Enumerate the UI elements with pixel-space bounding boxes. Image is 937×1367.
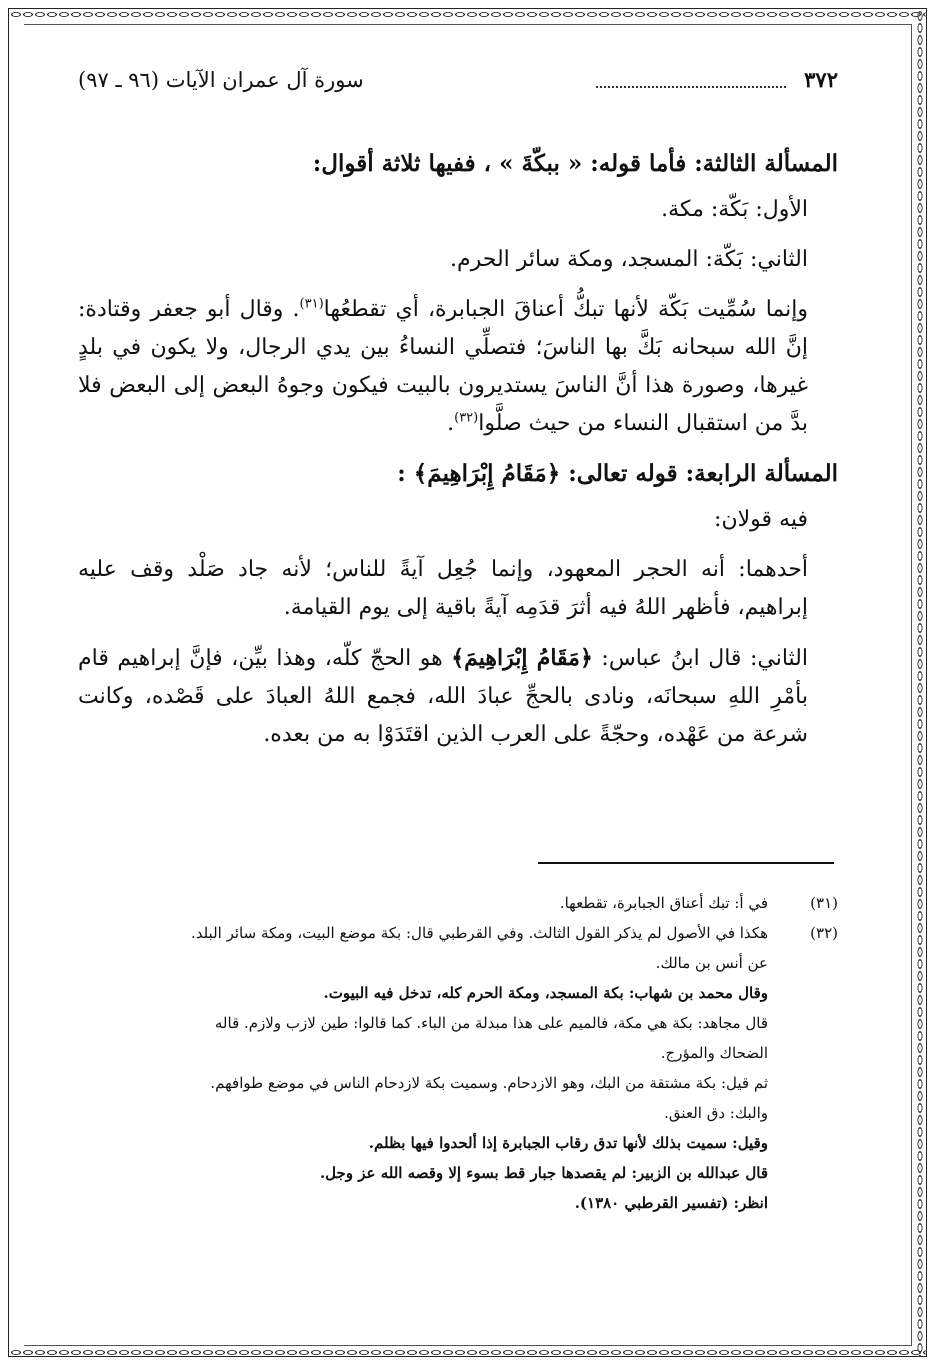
naming-reason-text-c: . <box>447 411 455 436</box>
heading4-text: المسألة الرابعة: قوله تعالى: <box>568 460 838 487</box>
quran-citation: ﴿مَقَامُ إِبْرَاهِيمَ﴾ <box>413 460 561 487</box>
main-text <box>78 145 838 754</box>
header-dotted-leader <box>596 62 786 88</box>
footnote-line: قال مجاهد: بكة هي مكة، فالميم على هذا مبدلة من الباء. كما قالوا: طين لازب ولازم. قاله <box>214 1014 768 1032</box>
footnote-ref-31: (٣١) <box>299 296 324 312</box>
naming-reason-text-a: وإنما سُمِّيت بَكّة لأنها تبكُّ أعناقَ الجبابرة، أي تقطعُها <box>323 297 808 322</box>
section-heading-3: المسألة الثالثة: فأما قوله: « ببكّةَ » ، ففيها ثلاثة أقوال: <box>312 150 838 177</box>
paragraph-two-opinions: فيه قولان: <box>714 507 808 532</box>
footnote-line: قال عبدالله بن الزبير: لم يقصدها جبار قط بسوء إلا وقصه الله عز وجل. <box>319 1164 768 1182</box>
paragraph-first-opinion: الأول: بَكّة: مكة. <box>661 197 808 222</box>
naming-reason-text-b: . وقال أبو جعفر وقتادة: إنَّ الله سبحانه بَكَّ بها الناسَ؛ فتصلِّي النساءُ بين يدي الرجال، ولا يكون في بلدٍ غيرها، وصورة هذا أنَّ الناسَ يستديرون بالبيت فيكون وجوهُ البعض إلى البعض فلا بدَّ من استقبال النساء من حيث صلَّوا <box>78 297 808 436</box>
right-chain-ornament <box>915 10 925 1357</box>
footnote-number: (٣١) <box>810 894 838 912</box>
footnote-line: عن أنس بن مالك. <box>655 954 768 972</box>
footnote-line: هكذا في الأصول لم يذكر القول الثالث. وفي القرطبي قال: بكة موضع البيت، ومكة سائر البلد. <box>190 924 768 942</box>
footnotes <box>78 888 838 1218</box>
footnote-number: (٣٢) <box>810 924 838 942</box>
opinion-two-text-a: الثاني: قال ابنُ عباس: <box>601 646 809 671</box>
footnote-line: الضحاك والمؤرج. <box>660 1044 768 1062</box>
bottom-chain-ornament <box>10 1348 927 1357</box>
footnote-31 <box>78 888 838 918</box>
footnote-line: في أ: تبك أعناق الجبابرة، تقطعها. <box>559 894 768 912</box>
quran-citation-2: ﴿مَقَامُ إِبْرَاهِيمَ﴾ <box>451 645 593 671</box>
paragraph-second-opinion: الثاني: بَكّة: المسجد، ومكة سائر الحرم. <box>449 247 808 272</box>
footnote-line: وقيل: سميت بذلك لأنها تدق رقاب الجبابرة إذا ألحدوا فيها بظلم. <box>368 1134 768 1152</box>
page-header <box>78 62 838 98</box>
footnote-line: والبك: دق العنق. <box>664 1104 768 1122</box>
footnote-separator <box>538 862 834 864</box>
footnote-line: انظر: (تفسير القرطبي ١٣٨٠). <box>574 1194 768 1212</box>
paragraph-opinion-two <box>78 639 838 754</box>
paragraph-opinion-one: أحدهما: أنه الحجر المعهود، وإنما جُعِل آيةً للناس؛ لأنه جاد صَلْد وقف عليه إبراهيم، فأظهر اللهُ فيه أثرَ قدَمِه آيةً باقية إلى يوم القيامة. <box>78 557 808 620</box>
footnote-32 <box>78 918 838 1218</box>
page-number: ٣٧٢ <box>804 67 838 92</box>
footnote-line: وقال محمد بن شهاب: بكة المسجد، ومكة الحرم كله، تدخل فيه البيوت. <box>323 984 768 1002</box>
top-chain-ornament <box>10 10 927 19</box>
running-title: سورة آل عمران الآيات (٩٦ ـ ٩٧) <box>78 68 364 92</box>
paragraph-naming-reason <box>78 291 838 443</box>
footnote-line: ثم قيل: بكة مشتقة من البك، وهو الازدحام. وسميت بكة لازدحام الناس في موضع طوافهم. <box>210 1074 768 1092</box>
section-heading-4 <box>78 455 838 493</box>
heading4-colon: : <box>397 460 406 487</box>
footnote-ref-32: (٣٢) <box>454 410 479 426</box>
opinion-two-text-b: هو الحجّ كلّه، وهذا بيِّن، فإنَّ إبراهيم قام بأمْرِ اللهِ سبحانَه، ونادى بالحجِّ عبادَ الله، فجمع اللهُ العبادَ على قَصْده، وكانت شرعة من عَهْده، وحجّةً على العرب الذين اقتَدَوْا به من بعده. <box>78 646 808 747</box>
